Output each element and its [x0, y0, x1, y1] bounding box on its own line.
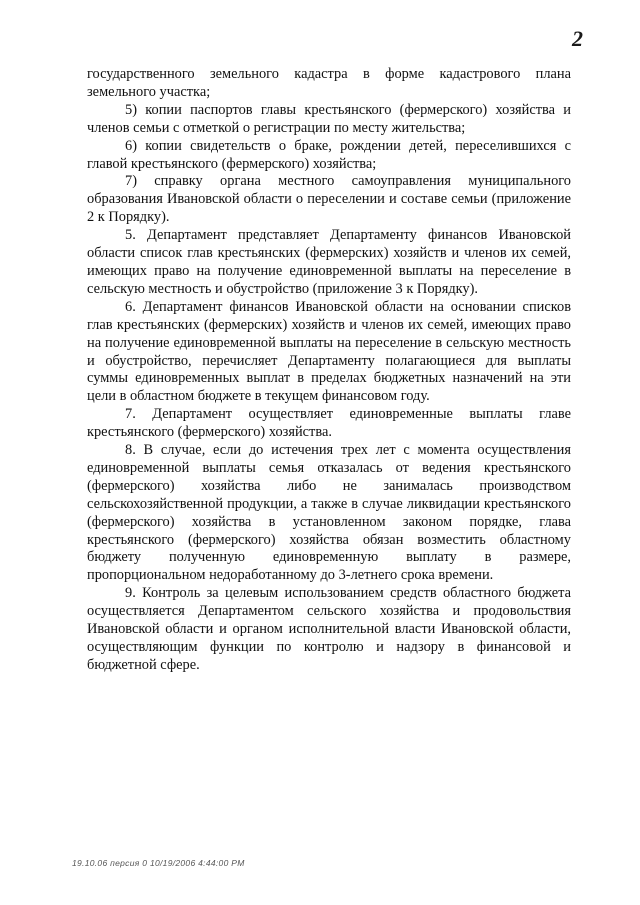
- paragraph-clause-8: 8. В случае, если до истечения трех лет с момента осуществления единовременной выплаты семья отказалась от ведения крестьянского (фермерского) хозяйства либо не занималась производством сельскохозяйственной продукции, а также в случае ликвидации крестьянского (фермерского) хозяйства в установленном законом порядке, глава крестьянского (фермерского) хозяйства обязан возместить областному бюджету полученную единовременную выплату в размере, пропорциональном недоработанному до 3-летнего срока времени.: [87, 442, 571, 584]
- page-number: 2: [572, 26, 583, 51]
- paragraph-clause-7: 7. Департамент осуществляет единовременные выплаты главе крестьянского (фермерского) хозяйства.: [87, 406, 571, 441]
- footer-print-stamp: 19.10.06 персия 0 10/19/2006 4:44:00 PM: [72, 858, 245, 868]
- document-body: [87, 66, 571, 675]
- paragraph-item-6-certificates: 6) копии свидетельств о браке, рождении детей, переселившихся с главой крестьянского (фермерского) хозяйства;: [87, 137, 571, 172]
- paragraph-item-7-reference: 7) справку органа местного самоуправления муниципального образования Ивановской области о переселении и составе семьи (приложение 2 к Порядку).: [87, 173, 571, 226]
- paragraph-clause-9: 9. Контроль за целевым использованием средств областного бюджета осуществляется Департаментом сельского хозяйства и продовольствия Ивановской области и органом исполнительной власти Ивановской области, осуществляющим функции по контролю и надзору в финансовой и бюджетной сфере.: [87, 585, 571, 673]
- paragraph-clause-6: 6. Департамент финансов Ивановской области на основании списков глав крестьянских (фермерских) хозяйств и членов их семей, имеющих право на получение единовременной выплаты на переселение в сельскую местность и обустройство, перечисляет Департаменту полагающиеся для выплаты суммы единовременных выплат в пределах бюджетных назначений на эти цели в областном бюджете в текущем финансовом году.: [87, 298, 571, 405]
- paragraph-item-5-passports: 5) копии паспортов главы крестьянского (фермерского) хозяйства и членов семьи с отметкой о регистрации по месту жительства;: [87, 101, 571, 136]
- paragraph-clause-5: 5. Департамент представляет Департаменту финансов Ивановской области список глав крестьянских (фермерских) хозяйств и членов их семей, имеющих право на получение единовременной выплаты на переселение в сельскую местность и обустройство (приложение 3 к Порядку).: [87, 227, 571, 297]
- paragraph-continuation: государственного земельного кадастра в форме кадастрового плана земельного участка;: [87, 66, 571, 100]
